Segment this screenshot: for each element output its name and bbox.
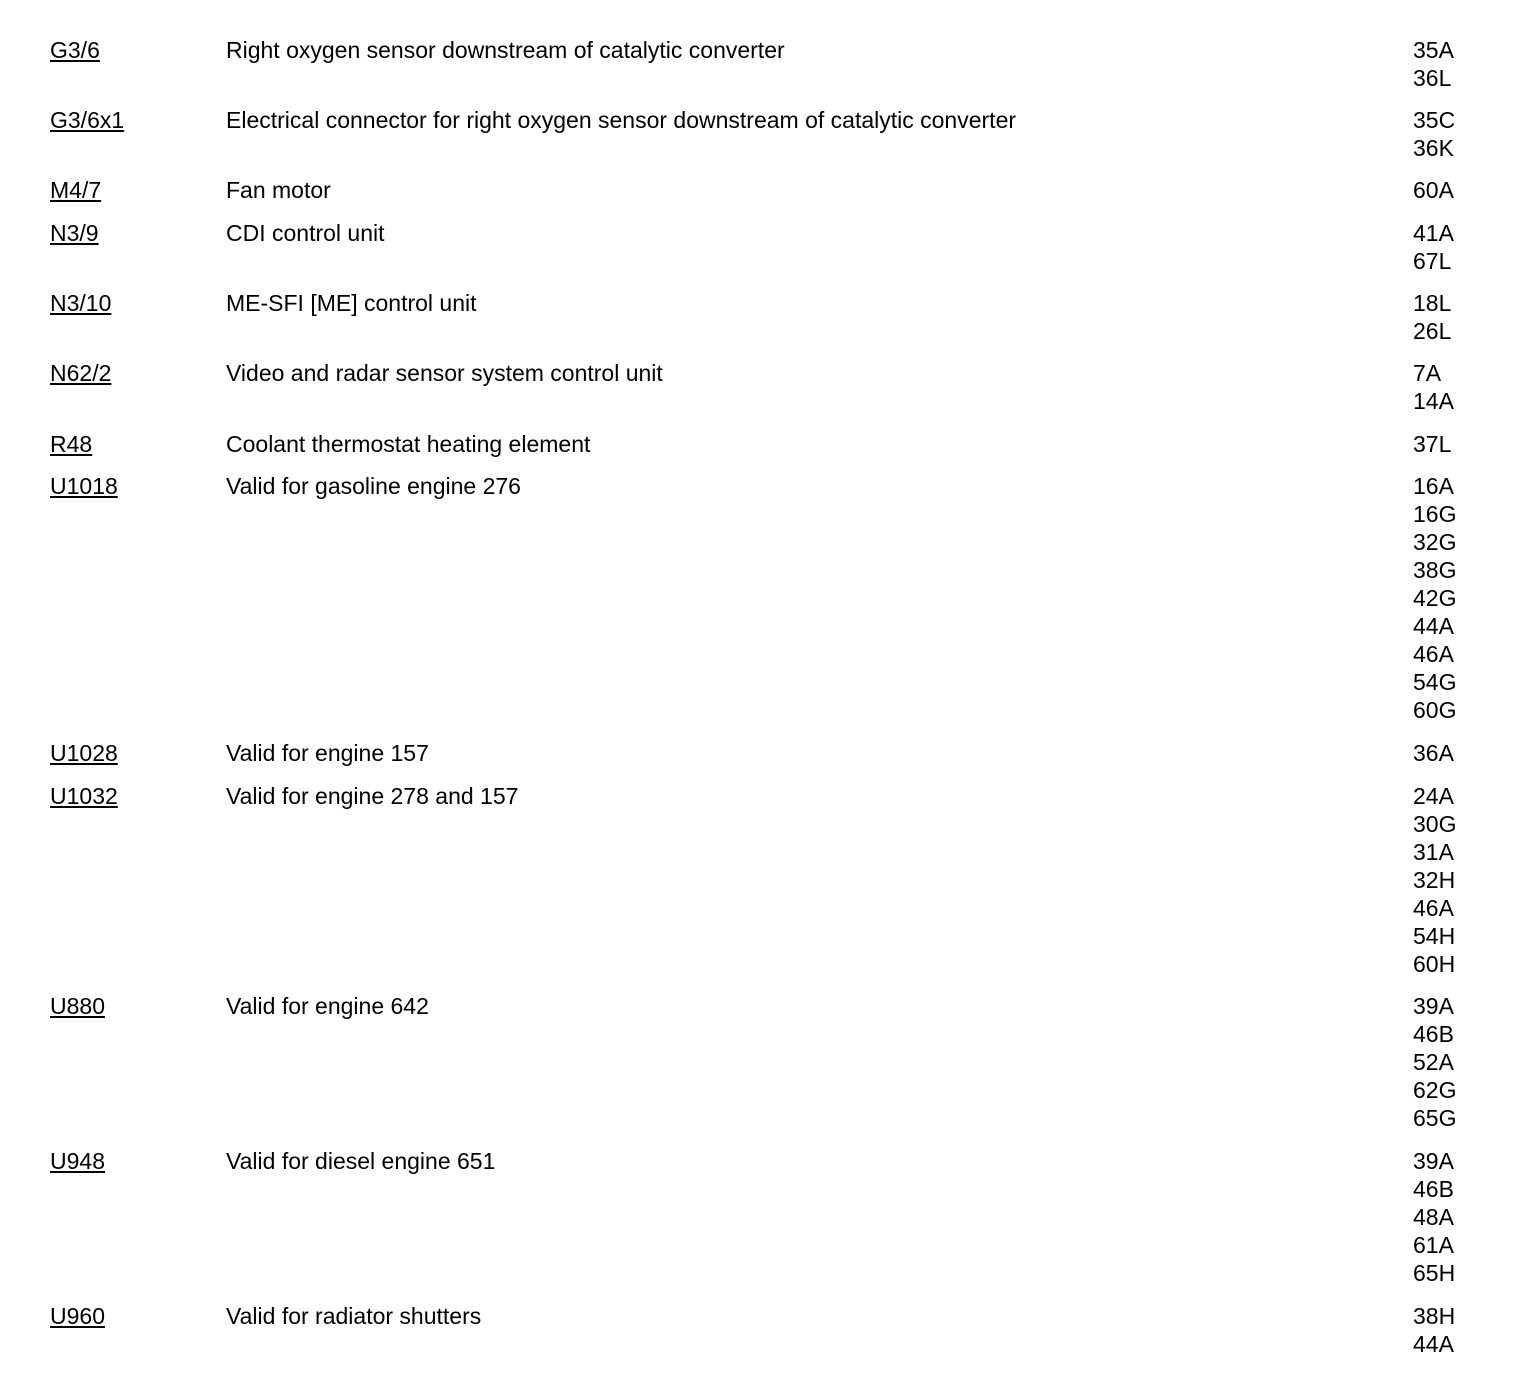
grid-reference: 60H bbox=[1413, 951, 1456, 977]
component-code-link[interactable]: U948 bbox=[50, 1148, 105, 1174]
legend-row bbox=[0, 36, 1520, 92]
component-code-link[interactable]: N3/9 bbox=[50, 220, 99, 246]
grid-reference: 37L bbox=[1413, 431, 1452, 457]
component-code-link[interactable]: R48 bbox=[50, 431, 93, 457]
legend-row bbox=[0, 472, 1520, 724]
grid-reference: 65G bbox=[1413, 1105, 1457, 1131]
grid-references bbox=[1413, 992, 1513, 1132]
grid-reference: 35A bbox=[1413, 37, 1454, 63]
grid-references bbox=[1413, 289, 1513, 345]
grid-reference: 24A bbox=[1413, 783, 1454, 809]
grid-reference: 61A bbox=[1413, 1232, 1454, 1258]
component-code-link[interactable]: M4/7 bbox=[50, 177, 102, 203]
component-description: Right oxygen sensor downstream of catalytic converter bbox=[226, 37, 785, 63]
component-code-link[interactable]: U1028 bbox=[50, 740, 118, 766]
grid-references bbox=[1413, 1147, 1513, 1287]
component-description: Valid for engine 278 and 157 bbox=[226, 783, 519, 809]
grid-references bbox=[1413, 782, 1513, 978]
grid-reference: 44A bbox=[1413, 613, 1454, 639]
grid-reference: 46B bbox=[1413, 1176, 1454, 1202]
grid-references bbox=[1413, 176, 1513, 204]
component-legend bbox=[0, 36, 1520, 1358]
grid-reference: 39A bbox=[1413, 1148, 1454, 1174]
grid-reference: 38G bbox=[1413, 557, 1457, 583]
grid-references bbox=[1413, 472, 1513, 724]
legend-row bbox=[0, 739, 1520, 767]
component-code-link[interactable]: U1032 bbox=[50, 783, 118, 809]
component-code-link[interactable]: G3/6 bbox=[50, 37, 100, 63]
grid-reference: 14A bbox=[1413, 388, 1454, 414]
legend-row bbox=[0, 106, 1520, 162]
component-description: Video and radar sensor system control unit bbox=[226, 360, 663, 386]
grid-reference: 36A bbox=[1413, 740, 1454, 766]
component-code-link[interactable]: N3/10 bbox=[50, 290, 112, 316]
component-description: CDI control unit bbox=[226, 220, 385, 246]
grid-reference: 46A bbox=[1413, 641, 1454, 667]
component-description: Coolant thermostat heating element bbox=[226, 431, 591, 457]
legend-row bbox=[0, 289, 1520, 345]
legend-row bbox=[0, 219, 1520, 275]
grid-reference: 32G bbox=[1413, 529, 1457, 555]
grid-reference: 36K bbox=[1413, 135, 1454, 161]
grid-reference: 35C bbox=[1413, 107, 1456, 133]
grid-reference: 44A bbox=[1413, 1331, 1454, 1357]
grid-reference: 60A bbox=[1413, 177, 1454, 203]
grid-reference: 42G bbox=[1413, 585, 1457, 611]
grid-reference: 46A bbox=[1413, 895, 1454, 921]
component-description: Valid for engine 157 bbox=[226, 740, 429, 766]
grid-references bbox=[1413, 739, 1513, 767]
component-description: Valid for gasoline engine 276 bbox=[226, 473, 521, 499]
grid-reference: 31A bbox=[1413, 839, 1454, 865]
grid-reference: 60G bbox=[1413, 697, 1457, 723]
grid-reference: 26L bbox=[1413, 318, 1452, 344]
component-code-link[interactable]: U1018 bbox=[50, 473, 118, 499]
grid-reference: 67L bbox=[1413, 248, 1452, 274]
grid-reference: 52A bbox=[1413, 1049, 1454, 1075]
grid-reference: 16G bbox=[1413, 501, 1457, 527]
component-description: Valid for engine 642 bbox=[226, 993, 429, 1019]
grid-reference: 39A bbox=[1413, 993, 1454, 1019]
grid-reference: 46B bbox=[1413, 1021, 1454, 1047]
grid-references bbox=[1413, 430, 1513, 458]
grid-references bbox=[1413, 359, 1513, 415]
legend-row bbox=[0, 1147, 1520, 1287]
grid-reference: 65H bbox=[1413, 1260, 1456, 1286]
component-description: Valid for diesel engine 651 bbox=[226, 1148, 496, 1174]
legend-row bbox=[0, 430, 1520, 458]
component-code-link[interactable]: G3/6x1 bbox=[50, 107, 125, 133]
grid-references bbox=[1413, 106, 1513, 162]
grid-reference: 38H bbox=[1413, 1303, 1456, 1329]
component-code-link[interactable]: U880 bbox=[50, 993, 105, 1019]
legend-row bbox=[0, 359, 1520, 415]
grid-reference: 62G bbox=[1413, 1077, 1457, 1103]
component-code-link[interactable]: N62/2 bbox=[50, 360, 112, 386]
legend-row bbox=[0, 992, 1520, 1132]
legend-row bbox=[0, 782, 1520, 978]
grid-references bbox=[1413, 219, 1513, 275]
legend-row bbox=[0, 176, 1520, 204]
grid-references bbox=[1413, 36, 1513, 92]
grid-reference: 32H bbox=[1413, 867, 1456, 893]
component-description: ME-SFI [ME] control unit bbox=[226, 290, 477, 316]
grid-reference: 36L bbox=[1413, 65, 1452, 91]
grid-reference: 48A bbox=[1413, 1204, 1454, 1230]
grid-reference: 54G bbox=[1413, 669, 1457, 695]
grid-reference: 16A bbox=[1413, 473, 1454, 499]
grid-reference: 41A bbox=[1413, 220, 1454, 246]
component-description: Electrical connector for right oxygen sensor downstream of catalytic converter bbox=[226, 107, 1017, 133]
component-description: Fan motor bbox=[226, 177, 331, 203]
grid-reference: 54H bbox=[1413, 923, 1456, 949]
grid-reference: 30G bbox=[1413, 811, 1457, 837]
grid-reference: 18L bbox=[1413, 290, 1452, 316]
grid-references bbox=[1413, 1302, 1513, 1358]
component-description: Valid for radiator shutters bbox=[226, 1303, 482, 1329]
legend-row bbox=[0, 1302, 1520, 1358]
component-code-link[interactable]: U960 bbox=[50, 1303, 105, 1329]
grid-reference: 7A bbox=[1413, 360, 1442, 386]
